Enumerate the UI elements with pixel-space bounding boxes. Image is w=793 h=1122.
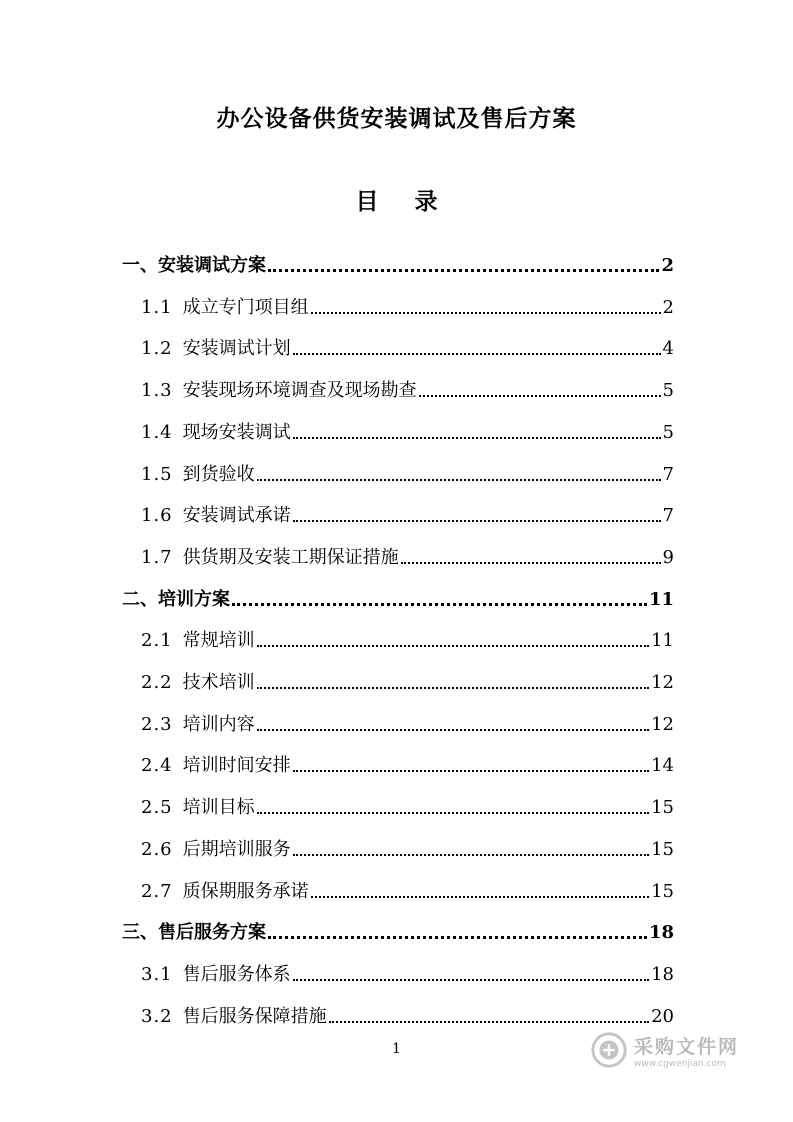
toc-entry-page: 20 (651, 1005, 674, 1027)
toc-entry-number: 2.5 (141, 797, 173, 819)
toc-entry-page: 18 (651, 963, 674, 985)
toc-subsection-entry[interactable] (141, 537, 674, 569)
toc-entry-label: 培训时间安排 (182, 755, 291, 777)
toc-entry-page: 2 (662, 296, 674, 318)
toc-subsection-entry[interactable] (141, 829, 674, 861)
toc-heading: 目 录 (355, 188, 452, 215)
toc-dot-leader (257, 479, 661, 481)
toc-entry-label: 培训方案 (158, 588, 230, 610)
toc-dot-leader (293, 770, 649, 772)
toc-entry-number: 1.4 (141, 421, 173, 443)
toc-entry-number: 1.3 (141, 380, 173, 402)
toc-entry-page: 14 (651, 755, 674, 777)
toc-entry-label: 安装现场环境调查及现场勘查 (182, 380, 417, 402)
toc-dot-leader (268, 269, 659, 272)
toc-dot-leader (401, 562, 661, 564)
toc-entry-number: 3.2 (141, 1005, 173, 1027)
toc-entry-label: 成立专门项目组 (182, 296, 309, 318)
toc-entry-page: 15 (651, 797, 674, 819)
toc-entry-number: 2.1 (141, 630, 173, 652)
toc-entry-label: 现场安装调试 (182, 421, 291, 443)
toc-entry-number: 2.2 (141, 672, 173, 693)
toc-entry-number: 1.5 (141, 463, 173, 485)
toc-subsection-entry[interactable] (141, 620, 674, 652)
toc-entry-label: 安装调试计划 (182, 338, 291, 360)
toc-entry-number: 三、 (122, 922, 158, 944)
toc-entry-label: 供货期及安装工期保证措施 (182, 546, 399, 568)
toc-dot-leader (419, 395, 661, 397)
toc-dot-leader (293, 437, 661, 439)
toc-entry-page: 5 (662, 421, 674, 443)
toc-entry-number: 1.1 (141, 296, 173, 318)
toc-entry-page: 15 (651, 880, 674, 902)
toc-dot-leader (232, 603, 647, 606)
toc-entry-number: 2.4 (141, 755, 173, 777)
toc-entry-label: 安装调试承诺 (182, 505, 291, 527)
toc-subsection-entry[interactable] (141, 412, 674, 444)
toc-dot-leader (257, 812, 649, 814)
toc-entry-label: 售后服务体系 (182, 963, 291, 985)
toc-subsection-entry[interactable] (141, 704, 674, 736)
toc-entry-page: 7 (662, 463, 674, 485)
toc-section-entry[interactable] (122, 579, 674, 611)
toc-entry-label: 安装调试方案 (158, 255, 266, 276)
toc-subsection-entry[interactable] (141, 745, 674, 777)
toc-entry-label: 培训内容 (182, 713, 255, 735)
toc-subsection-entry[interactable] (141, 871, 674, 903)
toc-entry-number: 1.2 (141, 338, 173, 360)
toc-entry-page: 11 (648, 588, 674, 610)
toc-entry-number: 2.3 (141, 713, 173, 735)
toc-subsection-entry[interactable] (141, 787, 674, 819)
toc-entry-number: 1.7 (141, 546, 173, 568)
toc-dot-leader (293, 979, 649, 981)
toc-entry-number: 2.7 (141, 880, 173, 902)
toc-entry-label: 常规培训 (182, 630, 255, 652)
watermark-text: 采购文件网 (634, 1035, 740, 1058)
toc-entry-page: 2 (661, 255, 674, 276)
toc-entry-number: 1.6 (141, 505, 173, 527)
toc-entry-page: 4 (662, 338, 674, 360)
watermark (590, 1027, 760, 1073)
toc-dot-leader (257, 645, 649, 647)
toc-entry-page: 15 (651, 838, 674, 860)
toc-entry-page: 5 (662, 380, 674, 402)
toc-subsection-entry[interactable] (141, 662, 674, 694)
toc-entry-label: 后期培训服务 (182, 838, 291, 860)
toc-entry-label: 技术培训 (182, 672, 255, 693)
toc-subsection-entry[interactable] (141, 454, 674, 486)
toc-subsection-entry[interactable] (141, 328, 674, 360)
document-title: 办公设备供货安装调试及售后方案 (216, 105, 577, 132)
page-number: 1 (392, 1041, 401, 1057)
toc-dot-leader (268, 936, 647, 939)
toc-entry-number: 二、 (122, 588, 158, 610)
toc-dot-leader (257, 687, 649, 689)
toc-dot-leader (293, 854, 649, 856)
toc-dot-leader (293, 353, 661, 355)
toc-subsection-entry[interactable] (141, 495, 674, 527)
toc-subsection-entry[interactable] (141, 954, 674, 986)
toc-entry-number: 3.1 (141, 963, 173, 985)
toc-dot-leader (257, 729, 649, 731)
toc-subsection-entry[interactable] (141, 996, 674, 1028)
toc-entry-page: 12 (651, 713, 674, 735)
toc-entry-page: 18 (648, 922, 674, 944)
toc-dot-leader (293, 520, 661, 522)
toc-subsection-entry[interactable] (141, 287, 674, 319)
watermark-url: www.cgwenjian.com (634, 1058, 726, 1069)
toc-entry-label: 售后服务保障措施 (182, 1005, 327, 1027)
toc-dot-leader (329, 1021, 649, 1023)
toc-dot-leader (311, 896, 649, 898)
toc-section-entry[interactable] (122, 912, 674, 944)
toc-entry-number: 一、 (122, 255, 158, 276)
toc-entry-label: 培训目标 (182, 797, 255, 819)
toc-section-entry[interactable] (122, 245, 674, 277)
toc-entry-page: 9 (662, 546, 674, 568)
toc-entry-number: 2.6 (141, 838, 173, 860)
toc-dot-leader (311, 312, 661, 314)
toc-entry-label: 质保期服务承诺 (182, 880, 309, 902)
toc-entry-label: 到货验收 (182, 463, 255, 485)
toc-entry-page: 7 (662, 505, 674, 527)
toc-subsection-entry[interactable] (141, 370, 674, 402)
toc-entry-label: 售后服务方案 (158, 922, 266, 944)
toc-entry-page: 12 (651, 672, 674, 693)
cgwenjian-logo-icon (590, 1031, 628, 1069)
toc-entry-page: 11 (651, 630, 674, 652)
